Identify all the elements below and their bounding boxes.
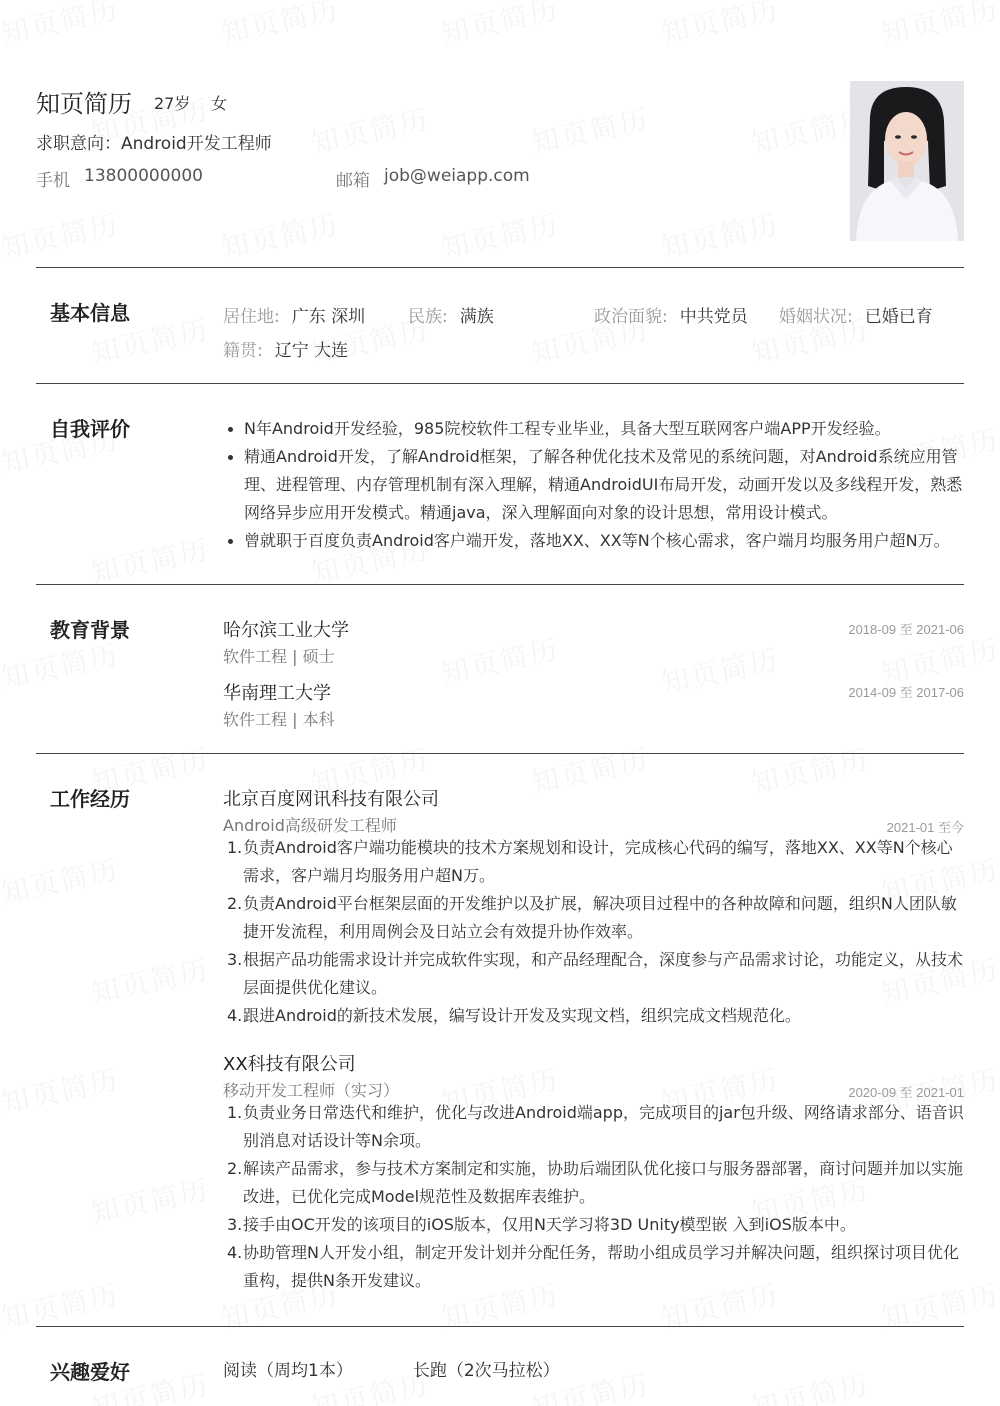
duty-text: 负责业务日常迭代和维护，优化与改进Android端app，完成项目的jar包升级、网络请求部分、语音识别消息对话设计等N余项。: [243, 1103, 964, 1150]
self-eval-list: [244, 415, 964, 555]
duty-list: [227, 1099, 965, 1295]
marital-value: 已婚已育: [864, 307, 933, 327]
basic-info-title: 基本信息: [50, 301, 130, 325]
duty-item: 2. 解读产品需求，参与技术方案制定和实施，协助后端团队优化接口与服务器部署，商讨问题并加以实施改进，已优化完成Model规范性及数据库表维护。: [227, 1159, 964, 1206]
person-portrait-icon: [850, 81, 964, 241]
duty-item: 3. 接手由OC开发的该项目的iOS版本，仅用N天学习将3D Unity模型嵌 入到iOS版本中。: [227, 1215, 856, 1234]
duty-text: 接手由OC开发的该项目的iOS版本，仅用N天学习将3D Unity模型嵌 入到iOS版本中。: [243, 1215, 856, 1234]
self-eval-title: 自我评价: [50, 417, 130, 441]
work-title: 工作经历: [50, 787, 130, 811]
ethnicity-value: 满族: [459, 307, 494, 327]
residence-field: [223, 302, 365, 327]
school-name: 哈尔滨工业大学: [223, 620, 349, 641]
section-divider: [36, 584, 964, 585]
duty-text: 协助管理N人开发小组，制定开发计划并分配任务，帮助小组成员学习并解决问题，组织探讨项目优化重构，提供N条开发建议。: [243, 1243, 959, 1290]
duty-text: 解读产品需求，参与技术方案制定和实施，协助后端团队优化接口与服务器部署，商讨问题并加以实施改进，已优化完成Model规范性及数据库表维护。: [243, 1159, 964, 1206]
hobbies-list: [223, 1356, 560, 1381]
duty-list: [227, 834, 965, 1030]
duty-item: 3. 根据产品功能需求设计并完成软件实现，和产品经理配合，深度参与产品需求讨论，功能定义，从技术层面提供优化建议。: [227, 950, 964, 997]
job-intent: 求职意向：Android开发工程师: [36, 134, 272, 154]
self-eval-item: 曾就职于百度负责Android客户端开发，落地XX、XX等N个核心需求，客户端月均服务用户超N万。: [244, 527, 964, 555]
duty-item: 4. 协助管理N人开发小组，制定开发计划并分配任务，帮助小组成员学习并解决问题，组织探讨项目优化重构，提供N条开发建议。: [227, 1243, 959, 1290]
duty-text: 根据产品功能需求设计并完成软件实现，和产品经理配合，深度参与产品需求讨论，功能定义，从技术层面提供优化建议。: [243, 950, 964, 997]
section-divider: [36, 753, 964, 754]
duty-text: 负责Android客户端功能模块的技术方案规划和设计，完成核心代码的编写，落地XX、XX等N个核心需求，客户端月均服务用户超N万。: [243, 838, 953, 885]
candidate-name: 知页简历: [36, 90, 132, 118]
phone-contact: [36, 166, 203, 191]
ethnicity-label: 民族:: [408, 307, 448, 327]
residence-value: 广东 深圳: [291, 307, 366, 327]
email-label: 邮箱: [336, 171, 370, 191]
hobby-item: 阅读（周均1本）: [223, 1361, 353, 1381]
school-major: 软件工程 | 本科: [223, 710, 335, 729]
work-date: 2021-01 至今: [886, 820, 964, 835]
education-date: 2014-09 至 2017-06: [848, 685, 964, 700]
education-title: 教育背景: [50, 618, 130, 642]
hobby-item: 长跑（2次马拉松）: [412, 1361, 560, 1381]
political-value: 中共党员: [679, 307, 748, 327]
duty-text: 跟进Android的新技术发展，编写设计开发及实现文档，组织完成文档规范化。: [243, 1006, 801, 1025]
native-field: [223, 336, 348, 361]
phone-label: 手机: [36, 171, 70, 191]
phone-value: 13800000000: [84, 166, 203, 186]
political-label: 政治面貌:: [594, 307, 668, 327]
education-date: 2018-09 至 2021-06: [848, 622, 964, 637]
hobbies-title: 兴趣爱好: [50, 1360, 130, 1384]
native-label: 籍贯:: [223, 341, 263, 361]
residence-label: 居住地:: [223, 307, 280, 327]
duty-item: 4. 跟进Android的新技术发展，编写设计开发及实现文档，组织完成文档规范化。: [227, 1006, 801, 1025]
company-name: XX科技有限公司: [223, 1054, 356, 1075]
section-divider: [36, 383, 964, 384]
duty-item: 1. 负责业务日常迭代和维护，优化与改进Android端app，完成项目的jar包升级、网络请求部分、语音识别消息对话设计等N余项。: [227, 1103, 964, 1150]
duty-text: 负责Android平台框架层面的开发维护以及扩展，解决项目过程中的各种故障和问题，组织N人团队敏捷开发流程，利用周例会及日站立会有效提升协作效率。: [243, 894, 957, 941]
duty-item: 1. 负责Android客户端功能模块的技术方案规划和设计，完成核心代码的编写，落地XX、XX等N个核心需求，客户端月均服务用户超N万。: [227, 838, 953, 885]
work-date: 2020-09 至 2021-01: [848, 1085, 964, 1100]
school-major: 软件工程 | 硕士: [223, 647, 335, 666]
section-divider: [36, 1326, 964, 1327]
self-eval-item: 精通Android开发，了解Android框架，了解各种优化技术及常见的系统问题，对Android系统应用管理、进程管理、内存管理机制有深入理解，精通AndroidUI布局开发，动画开发以及多线程开发，熟悉网络异步应用开发模式。精通java，深入理解面向对象的设计思想，常用设计模式。: [244, 443, 964, 527]
political-field: [594, 302, 748, 327]
candidate-age: 27岁: [154, 94, 191, 113]
profile-photo: [850, 81, 964, 241]
email-contact: [336, 166, 530, 191]
marital-label: 婚姻状况:: [779, 307, 853, 327]
self-eval-item: N年Android开发经验，985院校软件工程专业毕业，具备大型互联网客户端APP开发经验。: [244, 415, 964, 443]
candidate-gender: 女: [211, 94, 228, 113]
ethnicity-field: [408, 302, 494, 327]
marital-field: [779, 302, 933, 327]
company-name: 北京百度网讯科技有限公司: [223, 789, 439, 810]
duty-item: 2. 负责Android平台框架层面的开发维护以及扩展，解决项目过程中的各种故障和问题，组织N人团队敏捷开发流程，利用周例会及日站立会有效提升协作效率。: [227, 894, 957, 941]
native-value: 辽宁 大连: [274, 341, 349, 361]
job-role: 移动开发工程师（实习）: [223, 1081, 400, 1100]
section-divider: [36, 267, 964, 268]
job-role: Android高级研发工程师: [223, 816, 397, 835]
email-value: job@weiapp.com: [384, 166, 530, 186]
school-name: 华南理工大学: [223, 683, 331, 704]
